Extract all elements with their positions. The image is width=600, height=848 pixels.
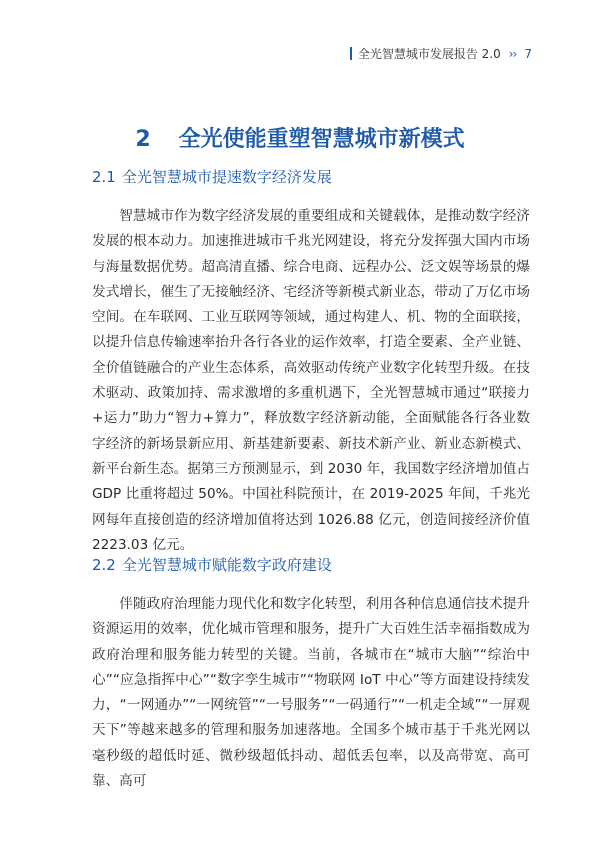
section-paragraph-2-2: 伴随政府治理能力现代化和数字化转型，利用各种信息通信技术提升资源运用的效率，优化城市管理和服务，提升广大百姓生活幸福指数成为政府治理和服务能力转型的关键。当前，各城市在“城市大脑”“综治中心”“应急指挥中心”“数字孪生城市”“物联网 IoT 中心”等方面建设持续发力，“一网通办”“一网统管”“一号服务”“一码通行”“一机走全域”“一屏观天下”等越来越多的管理和服务加速落地。全国多个城市基于千兆光网以毫秒级的超低时延、微秒级超低抖动、超低丢包率，以及高带宽、高可靠、高可: [92, 596, 530, 790]
running-header: [350, 45, 532, 62]
section-paragraph-2-1: 智慧城市作为数字经济发展的重要组成和关键载体，是推动数字经济发展的根本动力。加速推进城市千兆光网建设，将充分发挥强大国内市场与海量数据优势。超高清直播、综合电商、远程办公、泛文娱等场景的爆发式增长，催生了无接触经济、宅经济等新模式新业态，带动了万亿市场空间。在车联网、工业互联网等领域，通过构建人、机、物的全面联接，以提升信息传输速率抬升各行各业的运作效率，打造全要素、全产业链、全价值链融合的产业生态体系，高效驱动传统产业数字化转型升级。在技术驱动、政策加持、需求激增的多重机遇下，全光智慧城市通过“联接力+运力”助力“智力+算力”，释放数字经济新动能，全面赋能各行各业数字经济的新场景新应用、新基建新要素、新技术新产业、新业态新模式、新平台新生态。据第三方预测显示，到 2030 年，我国数字经济增加值占 GDP 比重将超过 50%。中国社科院预计，在 2019-2025 年间，千兆光网每年直接创造的经济增加值将达到 1026.88 亿元，创造间接经济价值 2223.03 亿元。: [92, 208, 530, 553]
double-chevron-icon: ››: [508, 46, 517, 61]
section-number: 2.1: [92, 168, 116, 186]
section-heading-2-1: [92, 166, 332, 187]
header-accent-bar: [350, 47, 352, 60]
section-title: 全光智慧城市提速数字经济发展: [121, 168, 332, 186]
section-number: 2.2: [92, 556, 116, 574]
chapter-title: [0, 122, 600, 153]
section-title: 全光智慧城市赋能数字政府建设: [121, 556, 332, 574]
running-title: 全光智慧城市发展报告 2.0: [357, 47, 501, 61]
chapter-number: 2: [135, 127, 151, 152]
section-heading-2-2: [92, 554, 332, 575]
page-number: 7: [524, 46, 532, 61]
chapter-title-text: 全光使能重塑智慧城市新模式: [178, 127, 465, 152]
